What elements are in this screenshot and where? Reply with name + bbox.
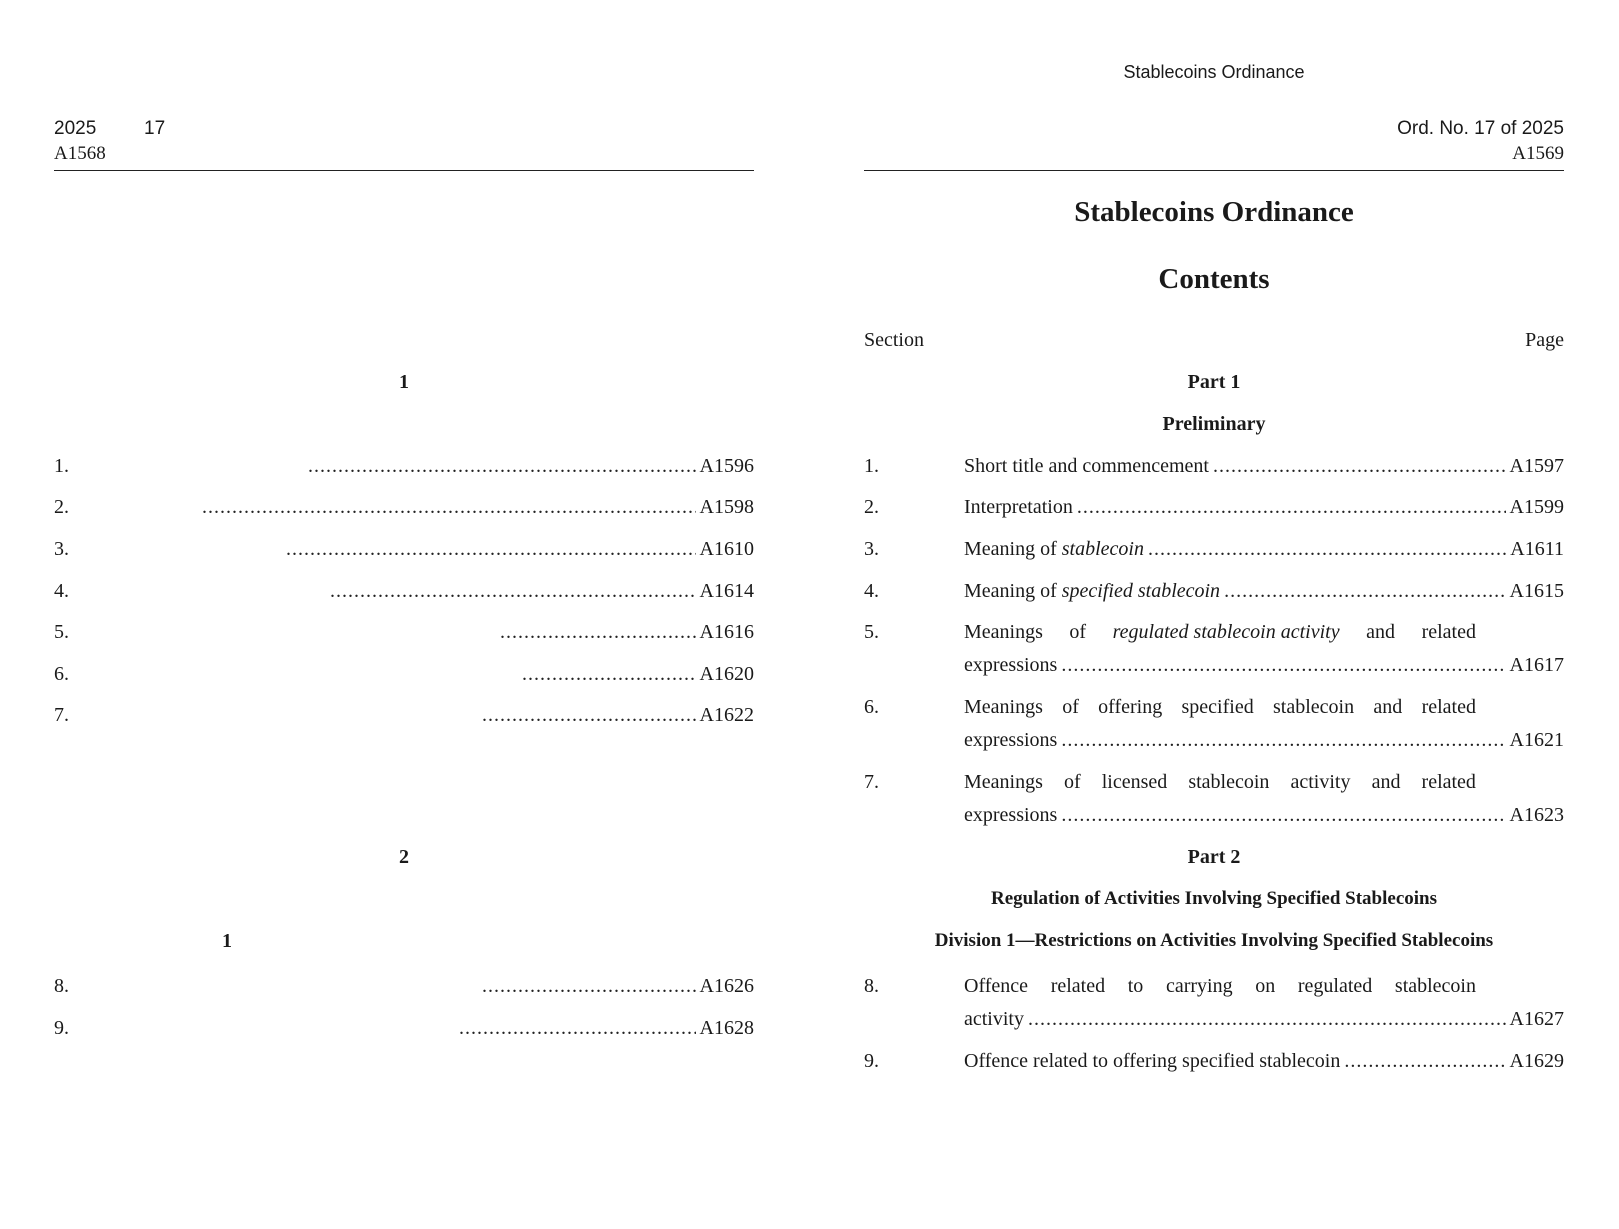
entry-number: 9.: [864, 1050, 879, 1072]
part1-heading: Part 1: [1187, 371, 1241, 393]
word: Meanings: [964, 771, 1043, 793]
entry-title[interactable]: [964, 575, 1224, 608]
dot-leader: [482, 970, 696, 1003]
left-entry-number: 8.: [54, 975, 69, 997]
word: related: [1050, 975, 1106, 997]
entry-line: [964, 450, 1564, 483]
dot-leader: [522, 658, 696, 691]
entry-line: [964, 491, 1564, 524]
left-entry-leader: [482, 699, 754, 732]
toc-entry[interactable]: [864, 616, 1564, 686]
left-page-ref: A1568: [54, 143, 106, 164]
entry-number: 2.: [864, 496, 879, 518]
left-entry-number: 5.: [54, 621, 69, 643]
entry-title[interactable]: Offence related to offering specified stablecoin: [964, 1050, 1341, 1072]
entry-title-term: stablecoin: [1061, 538, 1144, 560]
left-page: [54, 0, 754, 1229]
entry-page[interactable]: A1611: [1510, 538, 1564, 560]
entry-title-term: regulated stablecoin activity: [1112, 621, 1340, 643]
left-toc-entry[interactable]: [54, 658, 754, 691]
entry-line: [964, 724, 1564, 757]
left-header-year: 2025: [54, 118, 97, 139]
left-toc-entry[interactable]: [54, 491, 754, 524]
entry-title-prefix: Meaning of: [964, 580, 1057, 602]
word: specified: [1181, 696, 1254, 718]
column-header-section: Section: [864, 329, 924, 351]
toc-entry[interactable]: [864, 970, 1564, 1040]
word: Meanings: [964, 621, 1043, 643]
left-entry-page[interactable]: A1620: [699, 663, 754, 685]
left-part1-heading: 1: [399, 371, 409, 393]
document-title: Stablecoins Ordinance: [1074, 196, 1354, 228]
entry-page[interactable]: A1615: [1509, 580, 1564, 602]
word: stablecoin: [1188, 771, 1270, 793]
word: licensed: [1101, 771, 1168, 793]
left-entry-page[interactable]: A1610: [699, 538, 754, 560]
toc-entry[interactable]: [864, 491, 1564, 524]
left-entry-leader: [286, 533, 754, 566]
word: offering: [1098, 696, 1163, 718]
entry-page[interactable]: A1617: [1509, 654, 1564, 676]
word: Meanings: [964, 696, 1043, 718]
toc-entry[interactable]: [864, 450, 1564, 483]
right-header-rule: [864, 170, 1564, 171]
entry-number: 1.: [864, 455, 879, 477]
entry-title-line1[interactable]: [964, 970, 1476, 1003]
left-entry-number: 4.: [54, 580, 69, 602]
left-entry-leader: [500, 616, 754, 649]
entry-title-line2[interactable]: activity: [964, 1008, 1024, 1030]
left-entry-leader: [202, 491, 754, 524]
word: Offence: [964, 975, 1029, 997]
entry-page[interactable]: A1621: [1509, 729, 1564, 751]
word: and: [1373, 696, 1403, 718]
entry-line: [964, 799, 1564, 832]
division1-heading: Division 1—Restrictions on Activities Involving Specified Stablecoins: [934, 930, 1494, 951]
dot-leader: [459, 1012, 696, 1045]
left-entry-page[interactable]: A1596: [699, 455, 754, 477]
left-entry-leader: [308, 450, 754, 483]
left-header-rule: [54, 170, 754, 171]
right-page-ref: A1569: [1512, 143, 1564, 164]
word: related: [1421, 621, 1476, 643]
entry-page[interactable]: A1629: [1509, 1050, 1564, 1072]
left-toc-entry[interactable]: [54, 575, 754, 608]
entry-page[interactable]: A1627: [1509, 1008, 1564, 1030]
entry-title[interactable]: Interpretation: [964, 496, 1073, 518]
entry-title[interactable]: Short title and commencement: [964, 455, 1209, 477]
left-entry-number: 1.: [54, 455, 69, 477]
entry-number: 8.: [864, 975, 879, 997]
dot-leader: [1061, 649, 1505, 682]
toc-entry[interactable]: [864, 533, 1564, 566]
ordinance-number: Ord. No. 17 of 2025: [1397, 118, 1564, 139]
entry-page[interactable]: A1597: [1509, 455, 1564, 477]
entry-title-line2[interactable]: expressions: [964, 804, 1058, 826]
entry-line: [964, 1045, 1564, 1078]
dot-leader: [1224, 575, 1505, 608]
toc-entry[interactable]: [864, 766, 1564, 836]
contents-heading: Contents: [1158, 263, 1270, 295]
entry-line: [964, 649, 1564, 682]
right-page: [864, 0, 1564, 1229]
word: of: [1062, 696, 1079, 718]
dot-leader: [330, 575, 696, 608]
dot-leader: [1061, 799, 1505, 832]
toc-entry[interactable]: [864, 575, 1564, 608]
dot-leader: [308, 450, 696, 483]
entry-number: 3.: [864, 538, 879, 560]
toc-entry[interactable]: [864, 1045, 1564, 1078]
entry-line: [964, 575, 1564, 608]
entry-title-prefix: Meaning of: [964, 538, 1057, 560]
entry-number: 6.: [864, 696, 879, 718]
entry-title-line1[interactable]: [964, 691, 1476, 724]
word: on: [1255, 975, 1276, 997]
entry-title-term: specified stablecoin: [1061, 580, 1221, 602]
entry-page[interactable]: A1623: [1509, 804, 1564, 826]
entry-title[interactable]: [964, 533, 1148, 566]
word: related: [1421, 696, 1476, 718]
entry-title-line1[interactable]: [964, 766, 1476, 799]
dot-leader: [1344, 1045, 1505, 1078]
word: regulated: [1297, 975, 1373, 997]
left-toc-entry[interactable]: [54, 450, 754, 483]
left-entry-number: 9.: [54, 1017, 69, 1039]
toc-entry[interactable]: [864, 691, 1564, 761]
dot-leader: [1213, 450, 1506, 483]
dot-leader: [482, 699, 696, 732]
left-entry-page[interactable]: A1614: [699, 580, 754, 602]
dot-leader: [202, 491, 696, 524]
dot-leader: [500, 616, 696, 649]
word: of: [1069, 621, 1087, 643]
part2-title: Regulation of Activities Involving Specified Stablecoins: [991, 888, 1437, 909]
left-toc-entry[interactable]: [54, 616, 754, 649]
dot-leader: [1061, 724, 1505, 757]
dot-leader: [286, 533, 696, 566]
left-part2-heading: 2: [399, 846, 409, 868]
word: carrying: [1165, 975, 1233, 997]
left-entry-number: 3.: [54, 538, 69, 560]
word: of: [1063, 771, 1081, 793]
left-entry-number: 2.: [54, 496, 69, 518]
left-entry-leader: [330, 575, 754, 608]
word: related: [1421, 771, 1476, 793]
dot-leader: [1028, 1003, 1506, 1036]
left-toc-entry[interactable]: [54, 699, 754, 732]
entry-title-line2[interactable]: expressions: [964, 729, 1058, 751]
entry-page[interactable]: A1599: [1509, 496, 1564, 518]
column-header-page: Page: [1525, 329, 1564, 351]
word: to: [1127, 975, 1144, 997]
dot-leader: [1148, 533, 1506, 566]
left-toc-entry[interactable]: [54, 533, 754, 566]
left-entry-page[interactable]: A1628: [699, 1017, 754, 1039]
part2-heading: Part 2: [1187, 846, 1241, 868]
left-entry-leader: [522, 658, 754, 691]
left-division1-heading: 1: [222, 930, 232, 952]
left-entry-leader: [482, 970, 754, 1003]
word: stablecoin: [1273, 696, 1355, 718]
left-entry-page[interactable]: A1616: [699, 621, 754, 643]
left-entry-leader: [459, 1012, 754, 1045]
entry-title-line2[interactable]: expressions: [964, 654, 1058, 676]
entry-number: 4.: [864, 580, 879, 602]
word: stablecoin: [1394, 975, 1476, 997]
left-entry-page[interactable]: A1622: [699, 704, 754, 726]
left-entry-page[interactable]: A1626: [699, 975, 754, 997]
entry-number: 5.: [864, 621, 879, 643]
entry-line: [964, 533, 1564, 566]
left-toc-entry[interactable]: [54, 1012, 754, 1045]
entry-number: 7.: [864, 771, 879, 793]
entry-title-line1[interactable]: [964, 616, 1476, 649]
word: and: [1366, 621, 1396, 643]
word: and: [1371, 771, 1401, 793]
entry-line: [964, 1003, 1564, 1036]
left-entry-number: 7.: [54, 704, 69, 726]
running-title: Stablecoins Ordinance: [1123, 62, 1305, 82]
left-header-ord-number: 17: [144, 118, 166, 139]
dot-leader: [1077, 491, 1506, 524]
left-entry-number: 6.: [54, 663, 69, 685]
word: activity: [1290, 771, 1351, 793]
left-entry-page[interactable]: A1598: [699, 496, 754, 518]
part1-title: Preliminary: [1162, 413, 1266, 435]
left-toc-entry[interactable]: [54, 970, 754, 1003]
